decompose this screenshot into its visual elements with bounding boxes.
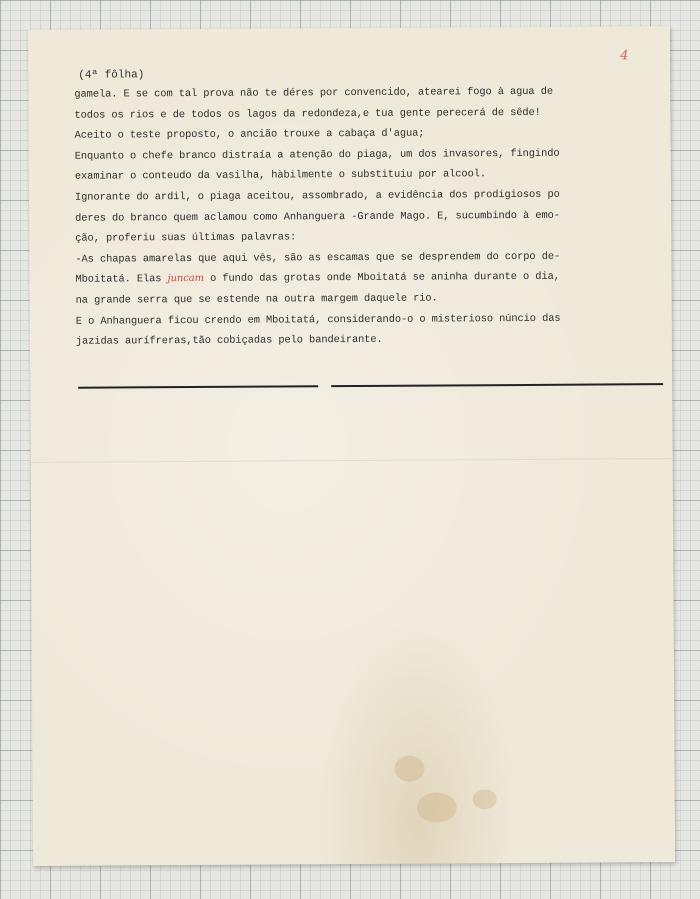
text-line: E o Anhanguera ficou crendo em Mboitatá, considerando-o o misterioso núncio das	[75, 312, 561, 328]
text-line: gamela. E se com tal prova não te déres por convencido, atearei fogo à agua de	[74, 85, 553, 101]
text-fragment: Mboitatá. Elas	[75, 273, 168, 287]
text-line: ção, proferiu suas últimas palavras:	[75, 231, 297, 245]
text-line: deres do branco quem aclamou como Anhanguera -Grande Mago. E, sucumbindo à emo-	[75, 209, 560, 225]
text-line: -As chapas amarelas que aqui vês, são as escamas que se desprendem do corpo de-	[75, 250, 561, 266]
text-line: na grande serra que se estende na outra margem daquele rio.	[75, 292, 438, 307]
handwritten-correction: juncam	[167, 273, 205, 285]
text-fragment: o fundo das grotas onde Mboitatá se aninha durante o dia,	[203, 271, 560, 286]
paper-stain	[417, 792, 457, 822]
body-text	[74, 81, 676, 352]
sheet-label: (4ª fôlha)	[78, 69, 145, 82]
text-line: jazidas aurífreras,tão cobiçadas pelo bandeirante.	[75, 333, 383, 348]
divider-line-left	[78, 385, 318, 388]
paper-fold	[31, 458, 673, 464]
text-line: Enquanto o chefe branco distraía a atenção do piaga, um dos invasores, fingindo	[74, 147, 560, 163]
paper-stain	[473, 789, 497, 809]
divider-line-right	[331, 383, 663, 387]
handwritten-page-number: 4	[620, 48, 629, 64]
text-line: Ignorante do ardil, o piaga aceitou, assombrado, a evidência dos prodigiosos po	[74, 188, 560, 204]
text-line: examinar o conteudo da vasilha, hàbilmente o substituiu por alcool.	[74, 168, 487, 184]
text-line: todos os rios e de todos os lagos da redondeza,e tua gente perecerá de sêde!	[74, 106, 541, 122]
paper-stain	[394, 756, 424, 782]
typewritten-sheet	[28, 26, 675, 866]
text-line: Aceito o teste proposto, o ancião trouxe a cabaça d'agua;	[74, 127, 425, 142]
